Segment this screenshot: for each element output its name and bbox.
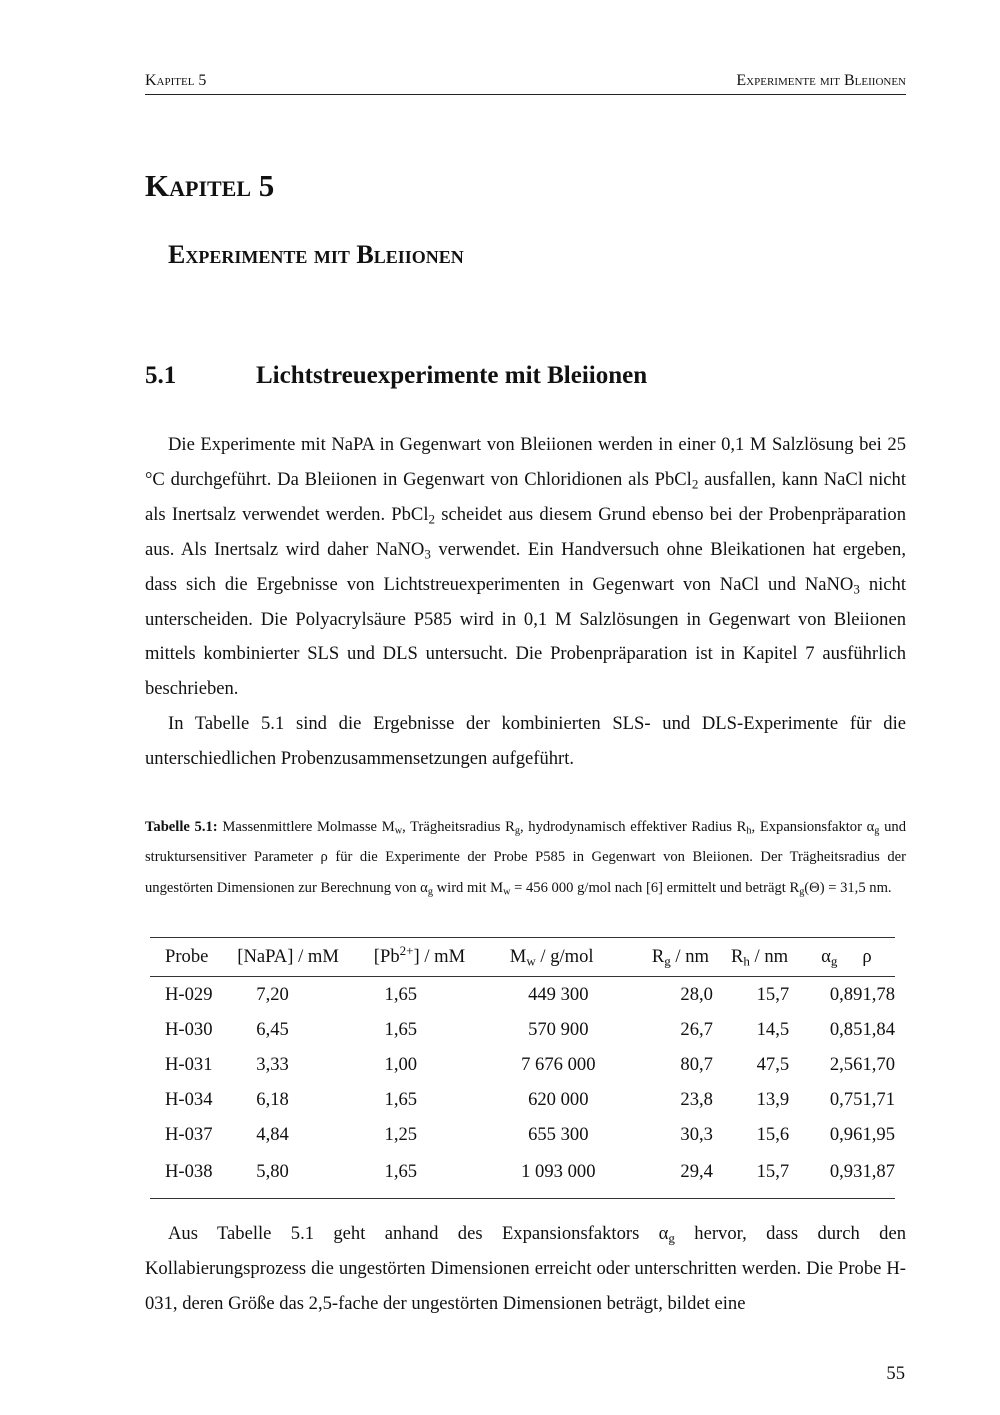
cell-rh: 14,5 bbox=[756, 1019, 790, 1041]
cell-rho: 1,71 bbox=[862, 1088, 895, 1110]
cell-mw: 620 000 bbox=[528, 1088, 589, 1110]
table-header-row bbox=[150, 938, 895, 977]
cell-probe: H-034 bbox=[165, 1088, 213, 1110]
cell-rg: 26,7 bbox=[680, 1019, 713, 1041]
cell-rh: 13,9 bbox=[756, 1088, 790, 1110]
table-caption: Tabelle 5.1: Massenmittlere Molmasse $M_w$, Trägheitsradius $R_g$, hydrodynamisch effektiver Radius $R_h$, Expansionsfaktor $\alpha_g$ und struktursensitiver Parameter ρ für die Experimente der Probe P585 in Gegenwart von Bleiionen. Der Trägheitsradius der ungestörten Dimensionen zur Berechnung von $\alpha_g$ wird mit $M_w = 456$ 000 g/mol nach [6] ermittelt und beträgt $R_g(\Theta) = 31,5$ nm. bbox=[145, 819, 906, 898]
cell-rh: 47,5 bbox=[756, 1053, 790, 1075]
cell-pb: 1,25 bbox=[384, 1123, 418, 1145]
cell-alpha: 0,93 bbox=[829, 1160, 863, 1182]
section-number: 5.1 bbox=[145, 362, 177, 389]
chapter-title: Kapitel 5 bbox=[145, 168, 275, 203]
table-row bbox=[150, 1152, 895, 1199]
cell-rg: 28,0 bbox=[680, 984, 713, 1006]
cell-mw: 1 093 000 bbox=[521, 1160, 596, 1182]
section-title: Lichtstreuexperimente mit Bleiionen bbox=[256, 362, 648, 389]
table-row bbox=[150, 1013, 895, 1048]
cell-rho: 1,87 bbox=[862, 1160, 895, 1182]
cell-napa: 6,18 bbox=[256, 1088, 289, 1110]
cell-rho: 1,84 bbox=[862, 1019, 895, 1041]
cell-rg: 80,7 bbox=[680, 1053, 713, 1075]
table-row bbox=[150, 977, 895, 1013]
cell-probe: H-037 bbox=[165, 1123, 213, 1145]
page-number: 55 bbox=[886, 1363, 905, 1384]
cell-napa: 7,20 bbox=[256, 984, 289, 1006]
cell-rho: 1,95 bbox=[862, 1123, 895, 1145]
col-header-rho: ρ bbox=[862, 946, 872, 967]
cell-pb: 1,00 bbox=[384, 1053, 418, 1075]
cell-probe: H-031 bbox=[165, 1053, 213, 1075]
cell-mw: 7 676 000 bbox=[521, 1053, 596, 1075]
cell-rh: 15,6 bbox=[756, 1123, 790, 1145]
cell-probe: H-038 bbox=[165, 1160, 213, 1182]
cell-rg: 29,4 bbox=[680, 1160, 713, 1182]
cell-rg: 23,8 bbox=[680, 1088, 713, 1110]
cell-rg: 30,3 bbox=[680, 1123, 713, 1145]
col-header-napa: [NaPA] / mM bbox=[237, 946, 339, 967]
paragraph-3: Aus Tabelle 5.1 geht anhand des Expansionsfaktors $\alpha_g$ hervor, dass durch den Kollabierungsprozess die ungestörten Dimensionen erreicht oder unterschritten werden. Die Probe H-031, deren Größe das 2,5-fache der ungestörten Dimensionen beträgt, bildet eine bbox=[145, 1223, 907, 1314]
cell-alpha: 0,75 bbox=[829, 1088, 863, 1110]
table-caption-label: Tabelle 5.1: bbox=[145, 819, 218, 835]
running-header-right: Experimente mit Bleiionen bbox=[736, 72, 906, 89]
cell-probe: H-030 bbox=[165, 1019, 213, 1041]
running-header bbox=[145, 72, 906, 95]
running-header-left: Kapitel 5 bbox=[145, 72, 207, 89]
cell-mw: 449 300 bbox=[528, 984, 589, 1006]
cell-rho: 1,70 bbox=[862, 1053, 895, 1075]
col-header-pb: $[Pb^{2+}]$ / mM bbox=[373, 942, 466, 967]
cell-mw: 570 900 bbox=[528, 1019, 589, 1041]
cell-napa: 3,33 bbox=[256, 1053, 289, 1075]
col-header-alpha: $\alpha_g$ bbox=[821, 946, 838, 969]
cell-rh: 15,7 bbox=[756, 1160, 790, 1182]
cell-pb: 1,65 bbox=[384, 984, 418, 1006]
cell-alpha: 0,89 bbox=[829, 984, 863, 1006]
paragraph-1: Die Experimente mit NaPA in Gegenwart von Bleiionen werden in einer 0,1 M Salzlösung bei 25 °C durchgeführt. Da Bleiionen in Gegenwart von Chloridionen als PbCl$_2$ ausfallen, kann NaCl nicht als Inertsalz verwendet werden. PbCl$_2$ scheidet aus diesem Grund ebenso bei der Probenpräparation aus. Als Inertsalz wird daher NaNO$_3$ verwendet. Ein Handversuch ohne Bleikationen hat ergeben, dass sich die Ergebnisse von Lichtstreuexperimenten in Gegenwart von NaCl und NaNO$_3$ nicht unterscheiden. Die Polyacrylsäure P585 wird in 0,1 M Salzlösungen in Gegenwart von Bleiionen mittels kombinierter SLS und DLS untersucht. Die Probenpräparation ist in Kapitel 7 ausführlich beschrieben. bbox=[145, 434, 907, 700]
table-row bbox=[150, 1117, 895, 1152]
cell-probe: H-029 bbox=[165, 984, 213, 1006]
cell-pb: 1,65 bbox=[384, 1088, 418, 1110]
cell-napa: 6,45 bbox=[256, 1019, 289, 1041]
table-row bbox=[150, 1048, 895, 1083]
cell-pb: 1,65 bbox=[384, 1160, 418, 1182]
cell-alpha: 0,96 bbox=[829, 1123, 863, 1145]
cell-pb: 1,65 bbox=[384, 1019, 418, 1041]
cell-napa: 4,84 bbox=[256, 1123, 289, 1145]
col-header-mw: $M_w / g/mol$ bbox=[509, 946, 594, 969]
cell-napa: 5,80 bbox=[256, 1160, 289, 1182]
paragraph-2: In Tabelle 5.1 sind die Ergebnisse der kombinierten SLS- und DLS-Experimente für die unterschiedlichen Probenzusammensetzungen aufgeführt. bbox=[145, 713, 906, 769]
col-header-rg: $R_g$ / nm bbox=[651, 946, 709, 969]
cell-rh: 15,7 bbox=[756, 984, 790, 1006]
cell-mw: 655 300 bbox=[528, 1123, 589, 1145]
col-header-rh: $R_h$ / nm bbox=[730, 946, 789, 969]
cell-rho: 1,78 bbox=[862, 984, 895, 1006]
chapter-subtitle: Experimente mit Bleiionen bbox=[168, 240, 464, 269]
cell-alpha: 0,85 bbox=[829, 1019, 863, 1041]
cell-alpha: 2,56 bbox=[829, 1053, 863, 1075]
col-header-probe: Probe bbox=[165, 946, 209, 967]
data-table bbox=[150, 937, 895, 1199]
table-row bbox=[150, 1082, 895, 1117]
